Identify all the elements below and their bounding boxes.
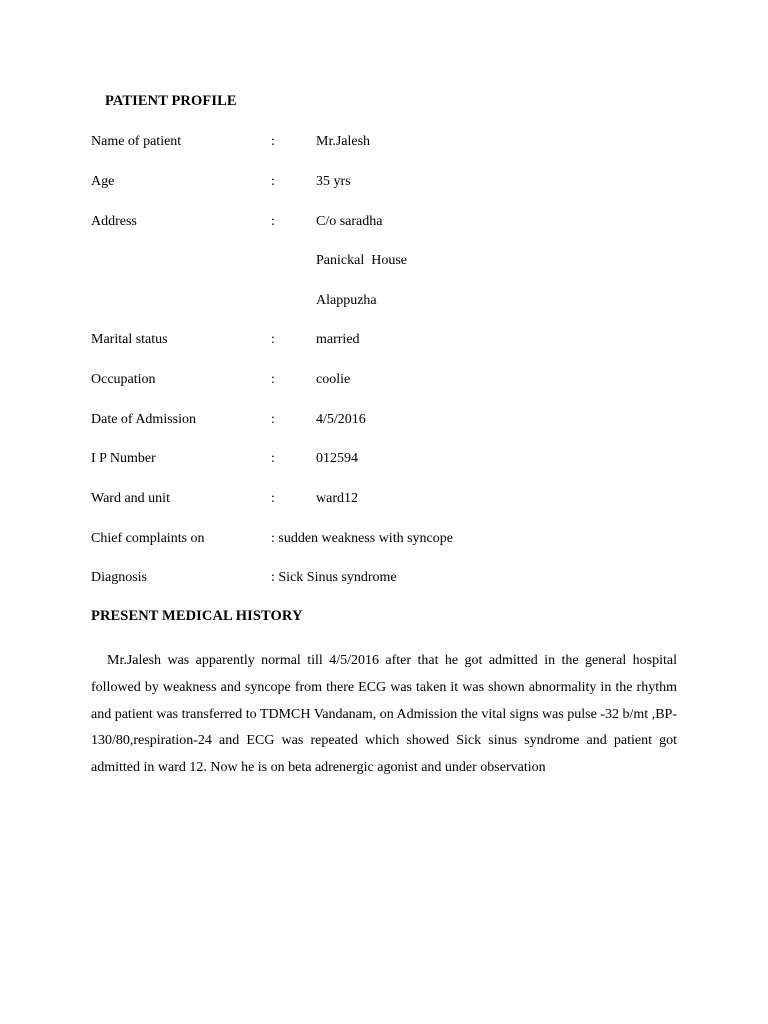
row-label: Name of patient: [91, 134, 182, 149]
row-value: Mr.Jalesh: [316, 134, 371, 149]
row-colon: :: [271, 174, 275, 189]
row-value: coolie: [316, 372, 351, 387]
row-value: : Sick Sinus syndrome: [271, 570, 397, 585]
row-colon: :: [271, 214, 275, 229]
row-label: Marital status: [91, 332, 168, 347]
row-colon: :: [271, 134, 275, 149]
row-label: Age: [91, 174, 115, 189]
row-label: Occupation: [91, 372, 156, 387]
row-colon: :: [271, 451, 275, 466]
row-colon: :: [271, 372, 275, 387]
row-value: C/o saradha: [316, 214, 383, 229]
medical-history-paragraph: Mr.Jalesh was apparently normal till 4/5/2016 after that he got admitted in the general hospital followed by weakness and syncope from there ECG was taken it was shown abnormality in the rhythm and patient was transferred to TDMCH Vandanam, on Admission the vital signs was pulse -32 b/mt ,BP-130/80,respiration-24 and ECG was repeated which showed Sick sinus syndrome and patient got admitted in ward 12. Now he is on beta adrenergic agonist and under observation: [91, 653, 677, 776]
row-value: 35 yrs: [316, 174, 351, 189]
row-label: I P Number: [91, 451, 156, 466]
row-value: : sudden weakness with syncope: [271, 531, 453, 546]
row-colon: :: [271, 491, 275, 506]
row-value: married: [316, 332, 360, 347]
row-value: 012594: [316, 451, 358, 466]
row-label: Address: [91, 214, 137, 229]
row-value: ward12: [316, 491, 358, 506]
row-value: Alappuzha: [316, 293, 377, 308]
row-label: Diagnosis: [91, 570, 147, 585]
medical-history-heading: PRESENT MEDICAL HISTORY: [91, 608, 303, 624]
patient-profile-heading: PATIENT PROFILE: [105, 93, 237, 109]
row-label: Chief complaints on: [91, 531, 205, 546]
row-colon: :: [271, 332, 275, 347]
row-value: Panickal House: [316, 253, 407, 268]
row-label: Date of Admission: [91, 412, 196, 427]
row-value: 4/5/2016: [316, 412, 366, 427]
row-label: Ward and unit: [91, 491, 170, 506]
row-colon: :: [271, 412, 275, 427]
